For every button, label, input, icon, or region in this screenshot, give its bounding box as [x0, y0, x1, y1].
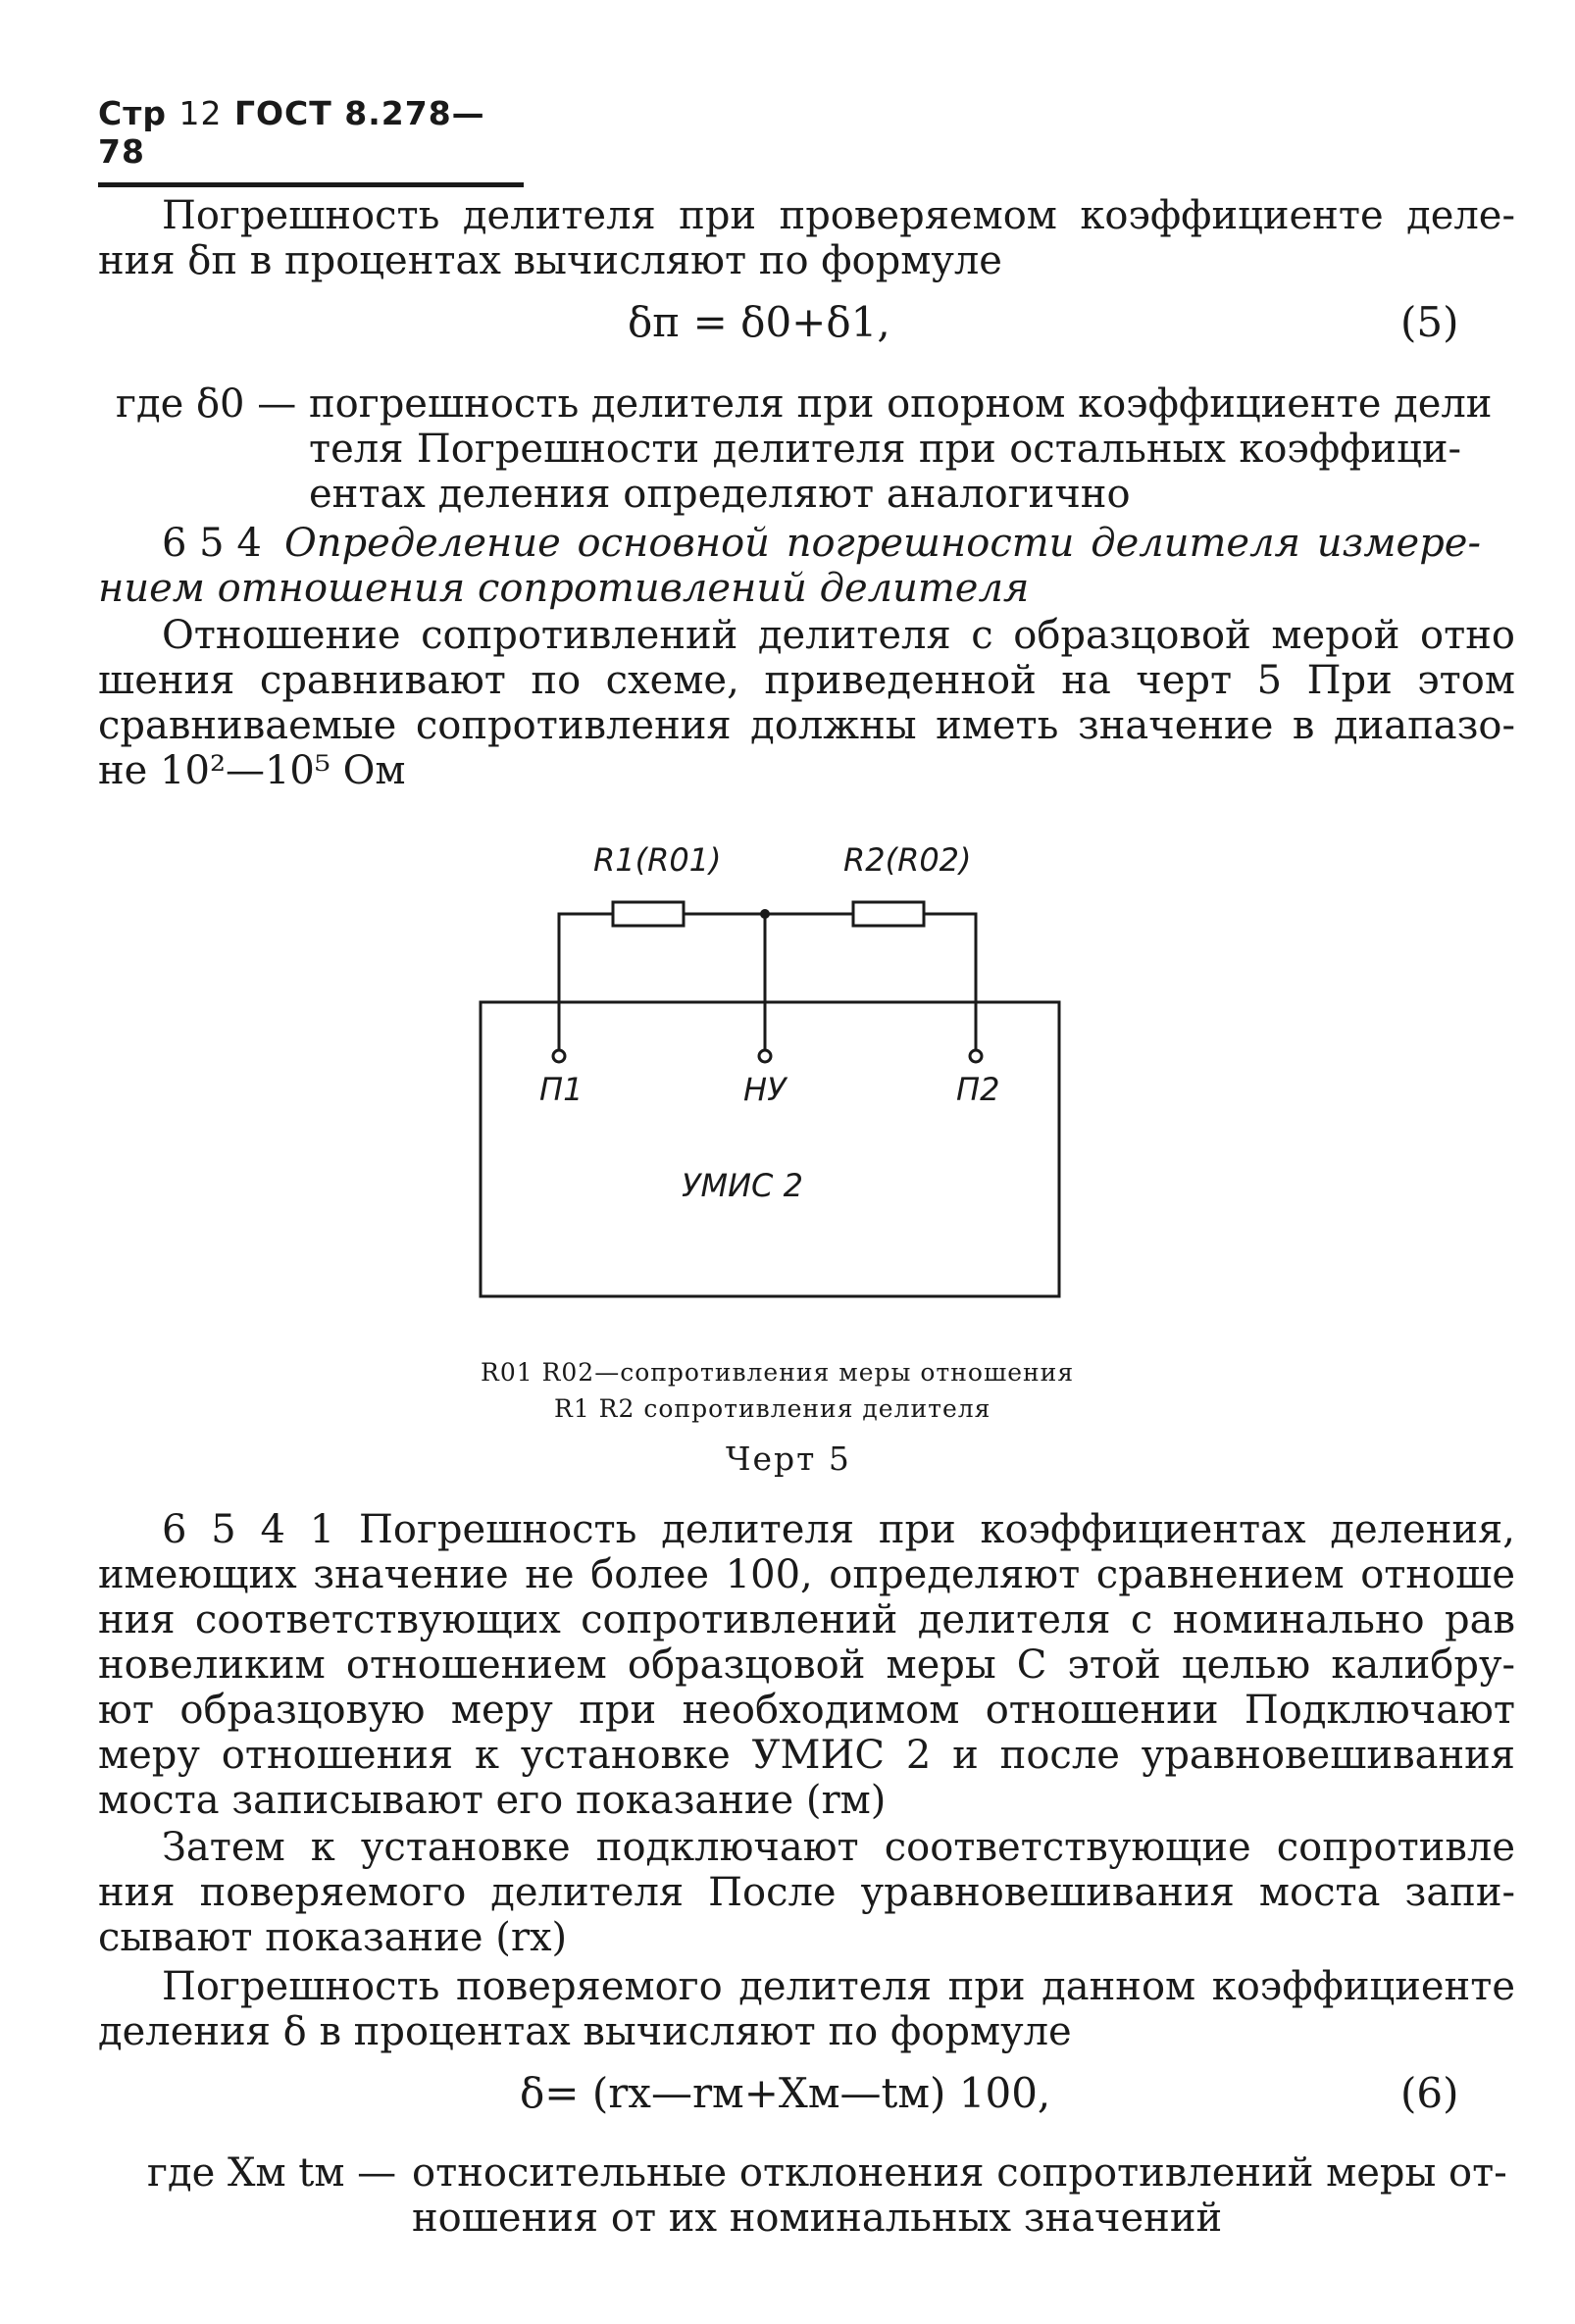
terminal-left-label: П1	[539, 1071, 584, 1108]
para2-line2: шения сравнивают по схеме, приведенной на черт 5 При этом	[98, 658, 1515, 703]
figure-label: Черт 5	[726, 1440, 851, 1478]
page-label: Стр	[98, 94, 167, 132]
where5-lead: где δ0 —	[116, 381, 297, 427]
section-654-title-line2: нием отношения сопротивлений делителя	[98, 566, 1030, 611]
terminal-right-label: П2	[956, 1071, 1000, 1108]
para5-line2: деления δ в процентах вычисляют по формуле	[98, 2009, 1072, 2054]
caption-line2: R1 R2 сопротивления делителя	[554, 1394, 991, 1423]
junction-dot	[760, 909, 770, 919]
where6-lead: где Xм tм —	[147, 2150, 397, 2196]
device-box	[481, 1002, 1059, 1296]
resistor-r2	[853, 902, 924, 926]
caption-line1: R01 R02—сопротивления меры отношения	[481, 1358, 1075, 1387]
where5-line3: ентах деления определяют аналогично	[309, 472, 1131, 517]
where6-line1: относительные отклонения сопротивлений меры от-	[412, 2150, 1507, 2196]
para5-line1: Погрешность поверяемого делителя при данном коэффициенте	[162, 1964, 1515, 2009]
r1-label: R1(R01)	[593, 841, 722, 879]
terminal-nu	[759, 1050, 771, 1062]
standard-code: ГОСТ 8.278—78	[98, 94, 485, 171]
section-654-title-line1: Определение основной погрешности делителя измере-	[284, 521, 1481, 566]
para3-line1: 6 5 4 1 Погрешность делителя при коэффициентах деления,	[162, 1507, 1515, 1552]
para3-line3: ния соответствующих сопротивлений делителя с номинально рав	[98, 1597, 1515, 1642]
device-label: УМИС 2	[682, 1167, 803, 1204]
wire-right	[924, 914, 976, 1051]
para3-line6: меру отношения к установке УМИС 2 и после уравновешивания	[98, 1733, 1515, 1778]
formula-5: δп = δ0+δ1,	[628, 298, 890, 346]
section-654-number: 6 5 4	[162, 521, 262, 566]
para3-line5: ют образцовую меру при необходимом отношении Подключают	[98, 1688, 1515, 1733]
wire-left	[559, 914, 613, 1051]
circuit-diagram	[471, 824, 1079, 1314]
para2-line4: не 10²—10⁵ Ом	[98, 748, 406, 793]
terminal-mid-label: НУ	[743, 1071, 787, 1108]
page-header	[98, 94, 524, 187]
para2-line3: сравниваемые сопротивления должны иметь значение в диапазо-	[98, 703, 1515, 748]
page-number: 12	[178, 94, 223, 132]
terminal-p2	[970, 1050, 982, 1062]
para3-line7: моста записывают его показание (rм)	[98, 1778, 887, 1823]
para4-line3: сывают показание (rx)	[98, 1915, 568, 1960]
resistor-r1	[613, 902, 684, 926]
where6-line2: ношения от их номинальных значений	[412, 2196, 1223, 2241]
para1-line1: Погрешность делителя при проверяемом коэффициенте деле-	[162, 193, 1515, 238]
para1-line2: ния δп в процентах вычисляют по формуле	[98, 238, 1002, 283]
where5-line2: теля Погрешности делителя при остальных коэффици-	[309, 427, 1461, 472]
r2-label: R2(R02)	[843, 841, 972, 879]
para3-line4: новеликим отношением образцовой меры С этой целью калибру-	[98, 1642, 1515, 1688]
para4-line2: ния поверяемого делителя После уравновешивания моста запи-	[98, 1870, 1515, 1915]
formula-5-number: (5)	[1400, 298, 1459, 346]
formula-6: δ= (rx—rм+Xм—tм) 100,	[520, 2069, 1051, 2117]
para4-line1: Затем к установке подключают соответствующие сопротивле	[162, 1825, 1515, 1870]
terminal-p1	[553, 1050, 565, 1062]
para3-line2: имеющих значение не более 100, определяют сравнением отноше	[98, 1552, 1515, 1597]
where5-line1: погрешность делителя при опорном коэффициенте дели	[309, 381, 1493, 427]
formula-6-number: (6)	[1400, 2069, 1459, 2117]
para2-line1: Отношение сопротивлений делителя с образцовой мерой отно	[162, 613, 1515, 658]
